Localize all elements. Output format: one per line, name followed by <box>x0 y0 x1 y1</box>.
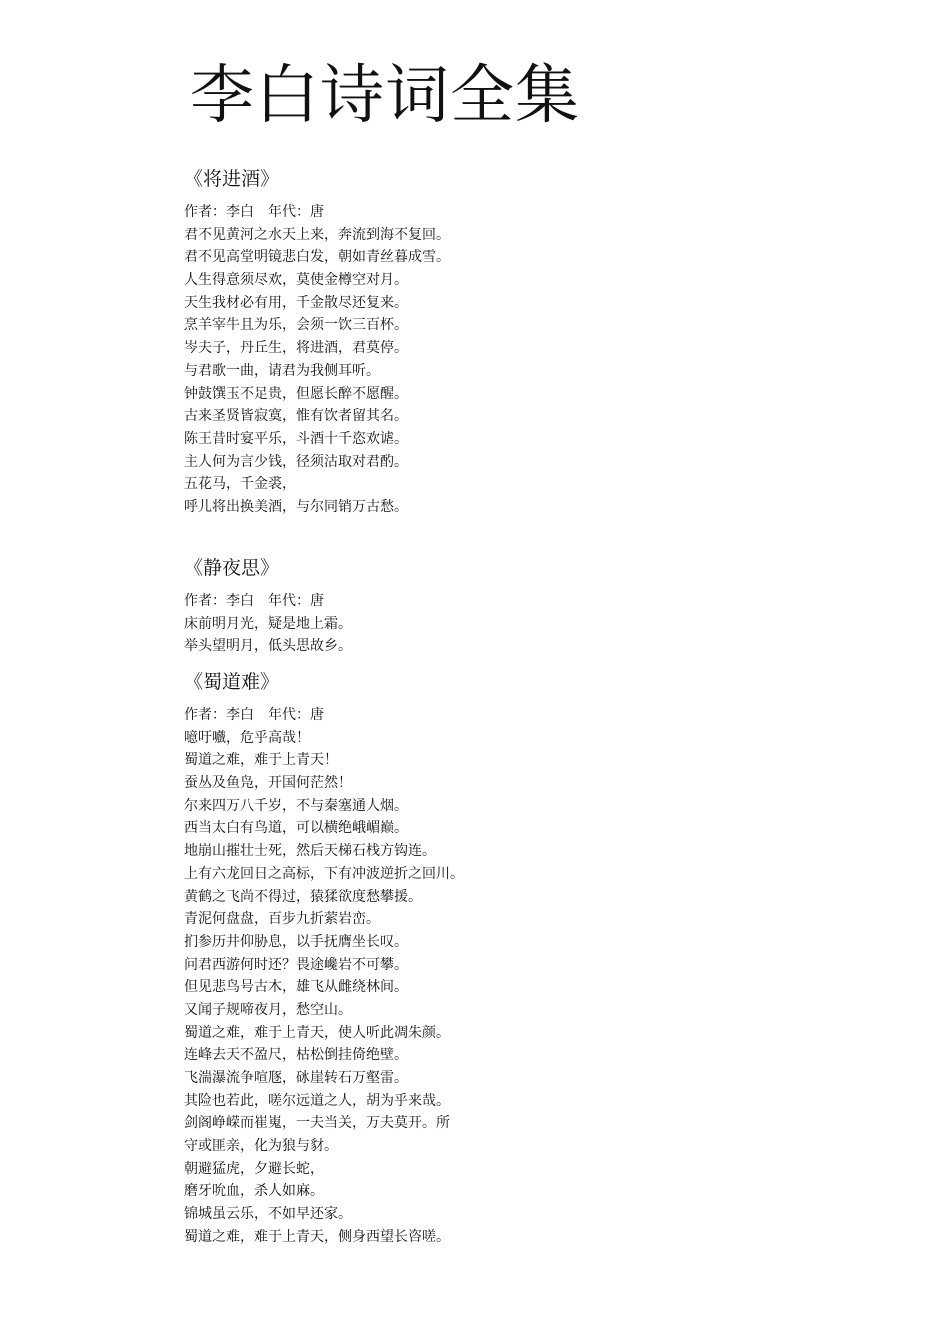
poem-author-era: 作者：李白 年代：唐 <box>184 204 324 220</box>
poem-line: 地崩山摧壮士死，然后天梯石栈方钩连。 <box>184 843 436 860</box>
poem-line: 主人何为言少钱，径须沽取对君酌。 <box>184 453 408 470</box>
poem-line: 连峰去天不盈尺，枯松倒挂倚绝壁。 <box>184 1047 408 1064</box>
poem-line: 陈王昔时宴平乐，斗酒十千恣欢谑。 <box>184 430 408 447</box>
poem-line: 西当太白有鸟道，可以横绝峨嵋巅。 <box>184 820 408 837</box>
poem-line: 呼儿将出换美酒，与尔同销万古愁。 <box>184 498 408 515</box>
poem-line: 古来圣贤皆寂寞，惟有饮者留其名。 <box>184 408 408 425</box>
poem-line: 又闻子规啼夜月，愁空山。 <box>184 1001 352 1018</box>
poem-line: 其险也若此，嗟尔远道之人，胡为乎来哉。 <box>184 1092 450 1109</box>
poem-line: 但见悲鸟号古木，雄飞从雌绕林间。 <box>184 979 408 996</box>
poem-line: 磨牙吮血，杀人如麻。 <box>184 1183 324 1200</box>
poem-section <box>184 670 884 1249</box>
poem-line: 钟鼓馔玉不足贵，但愿长醉不愿醒。 <box>184 385 408 402</box>
poem-title: 《静夜思》 <box>184 557 280 579</box>
poem-section <box>184 167 884 519</box>
poem-title: 《蜀道难》 <box>184 671 280 693</box>
poem-line: 飞湍瀑流争喧豗，砯崖转石万壑雷。 <box>184 1070 408 1086</box>
poem-section <box>184 556 884 658</box>
poem-line: 君不见高堂明镜悲白发，朝如青丝暮成雪。 <box>184 249 450 266</box>
poem-line: 锦城虽云乐，不如早还家。 <box>184 1206 352 1223</box>
poem-body <box>184 727 884 1249</box>
poem-line: 蜀道之难，难于上青天，使人听此凋朱颜。 <box>184 1024 450 1041</box>
poem-line: 尔来四万八千岁，不与秦塞通人烟。 <box>184 797 408 814</box>
poem-line: 人生得意须尽欢，莫使金樽空对月。 <box>184 272 408 289</box>
poem-line: 剑阁峥嵘而崔嵬，一夫当关，万夫莫开。所 <box>184 1115 450 1132</box>
poem-line: 朝避猛虎，夕避长蛇， <box>184 1160 324 1177</box>
poem-body <box>184 224 884 519</box>
poem-line: 青泥何盘盘，百步九折萦岩峦。 <box>184 911 380 928</box>
poem-line: 君不见黄河之水天上来，奔流到海不复回。 <box>184 226 450 243</box>
poem-title: 《将进酒》 <box>184 168 280 190</box>
poem-author-era: 作者：李白 年代：唐 <box>184 593 324 609</box>
poem-line: 天生我材必有用，千金散尽还复来。 <box>184 294 408 311</box>
poem-line: 蜀道之难，难于上青天！ <box>184 752 338 769</box>
poem-body <box>184 613 884 658</box>
poem-line: 上有六龙回日之高标，下有冲波逆折之回川。 <box>184 865 464 882</box>
poem-line: 五花马，千金裘， <box>184 476 296 493</box>
poem-line: 岑夫子，丹丘生，将进酒，君莫停。 <box>184 340 408 357</box>
poem-line: 问君西游何时还？畏途巉岩不可攀。 <box>184 956 408 973</box>
poem-line: 守或匪亲，化为狼与豺。 <box>184 1138 338 1155</box>
poem-line: 黄鹤之飞尚不得过，猿猱欲度愁攀援。 <box>184 888 422 905</box>
poem-line: 床前明月光，疑是地上霜。 <box>184 615 352 632</box>
poem-line: 举头望明月，低头思故乡。 <box>184 638 352 655</box>
poem-line: 烹羊宰牛且为乐，会须一饮三百杯。 <box>184 317 408 334</box>
document-title: 李白诗词全集 <box>190 59 580 133</box>
poem-line: 蜀道之难，难于上青天，侧身西望长咨嗟。 <box>184 1228 450 1245</box>
poem-line: 与君歌一曲，请君为我侧耳听。 <box>184 362 380 379</box>
poem-line: 扪参历井仰胁息，以手抚膺坐长叹。 <box>184 933 408 950</box>
poem-line: 噫吁嚱，危乎高哉！ <box>184 729 310 746</box>
poem-author-era: 作者：李白 年代：唐 <box>184 707 324 723</box>
poem-line: 蚕丛及鱼凫，开国何茫然！ <box>184 775 352 792</box>
